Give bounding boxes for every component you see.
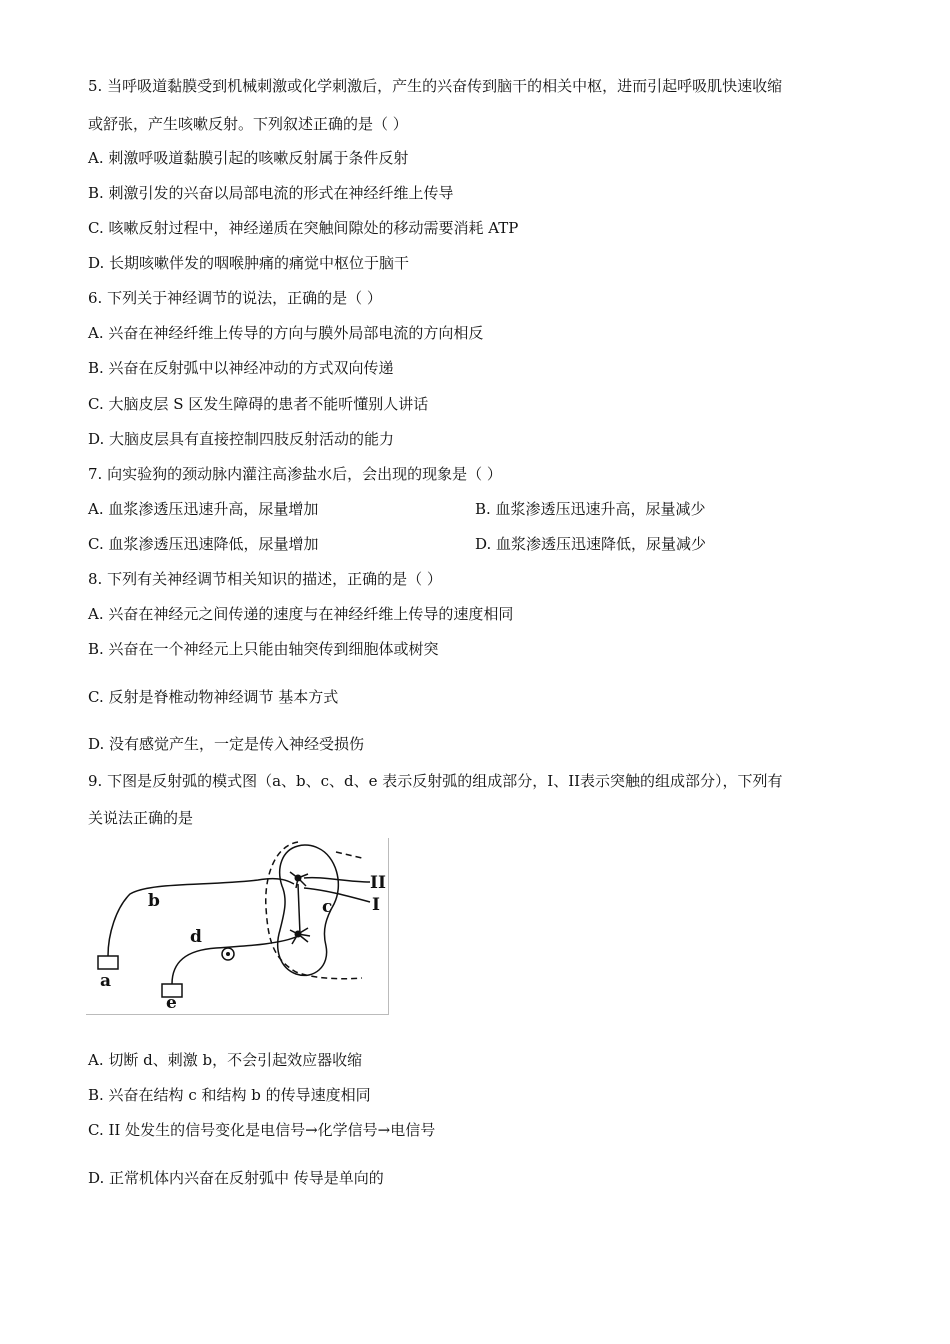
q6-option-a: A. 兴奋在神经纤维上传导的方向与膜外局部电流的方向相反 <box>88 324 484 342</box>
q5-stem-line2: 或舒张，产生咳嗽反射。下列叙述正确的是（ ） <box>88 115 408 133</box>
q5-option-b: B. 刺激引发的兴奋以局部电流的形式在神经纤维上传导 <box>88 184 454 202</box>
q8-stem: 8. 下列有关神经调节相关知识的描述，正确的是（ ） <box>88 570 442 588</box>
leader-line-II <box>304 878 370 882</box>
q5-option-a: A. 刺激呼吸道黏膜引起的咳嗽反射属于条件反射 <box>88 149 409 167</box>
label-e: e <box>166 993 177 1013</box>
boundary-top-dashed <box>336 852 362 858</box>
q9-stem-line1: 9. 下图是反射弧的模式图（a、b、c、d、e 表示反射弧的组成部分，I、II表示突触的组成部分），下列有 <box>88 772 783 790</box>
q7-option-b: B. 血浆渗透压迅速升高，尿量减少 <box>475 500 706 518</box>
q9-option-b: B. 兴奋在结构 c 和结构 b 的传导速度相同 <box>88 1086 371 1104</box>
label-c: c <box>322 897 333 917</box>
label-II: II <box>370 873 386 893</box>
q5-option-d: D. 长期咳嗽伴发的咽喉肿痛的痛觉中枢位于脑干 <box>88 254 410 272</box>
interneuron-c <box>298 884 300 934</box>
q7-option-d: D. 血浆渗透压迅速降低，尿量减少 <box>475 535 707 553</box>
reflex-arc-figure <box>86 838 389 1015</box>
q9-option-d: D. 正常机体内兴奋在反射弧中 传导是单向的 <box>88 1169 384 1187</box>
q7-option-c: C. 血浆渗透压迅速降低，尿量增加 <box>88 535 319 553</box>
q5-option-c: C. 咳嗽反射过程中，神经递质在突触间隙处的移动需要消耗 ATP <box>88 219 519 237</box>
q7-stem: 7. 向实验狗的颈动脉内灌注高渗盐水后，会出现的现象是（ ） <box>88 465 502 483</box>
spinal-cord-boundary <box>266 842 362 979</box>
q9-stem-line2: 关说法正确的是 <box>88 809 194 827</box>
label-d: d <box>190 927 202 947</box>
label-b: b <box>148 891 160 911</box>
q5-stem-line1: 5. 当呼吸道黏膜受到机械刺激或化学刺激后，产生的兴奋传到脑干的相关中枢，进而引起呼吸肌快速收缩 <box>88 77 783 95</box>
label-a: a <box>100 971 112 991</box>
q8-option-a: A. 兴奋在神经元之间传递的速度与在神经纤维上传导的速度相同 <box>88 605 514 623</box>
q8-option-d: D. 没有感觉产生，一定是传入神经受损伤 <box>88 735 365 753</box>
q6-option-d: D. 大脑皮层具有直接控制四肢反射活动的能力 <box>88 430 395 448</box>
q6-option-c: C. 大脑皮层 S 区发生障碍的患者不能听懂别人讲话 <box>88 395 429 413</box>
receptor-a-box <box>98 956 118 969</box>
q8-option-c: C. 反射是脊椎动物神经调节 基本方式 <box>88 688 339 706</box>
label-I: I <box>372 895 380 915</box>
q6-stem: 6. 下列关于神经调节的说法，正确的是（ ） <box>88 289 382 307</box>
q8-option-b: B. 兴奋在一个神经元上只能由轴突传到细胞体或树突 <box>88 640 439 658</box>
q9-option-a: A. 切断 d、刺激 b，不会引起效应器收缩 <box>88 1051 363 1069</box>
q7-option-a: A. 血浆渗透压迅速升高，尿量增加 <box>88 500 319 518</box>
q9-option-c: C. II 处发生的信号变化是电信号→化学信号→电信号 <box>88 1121 436 1139</box>
q6-option-b: B. 兴奋在反射弧中以神经冲动的方式双向传递 <box>88 359 394 377</box>
